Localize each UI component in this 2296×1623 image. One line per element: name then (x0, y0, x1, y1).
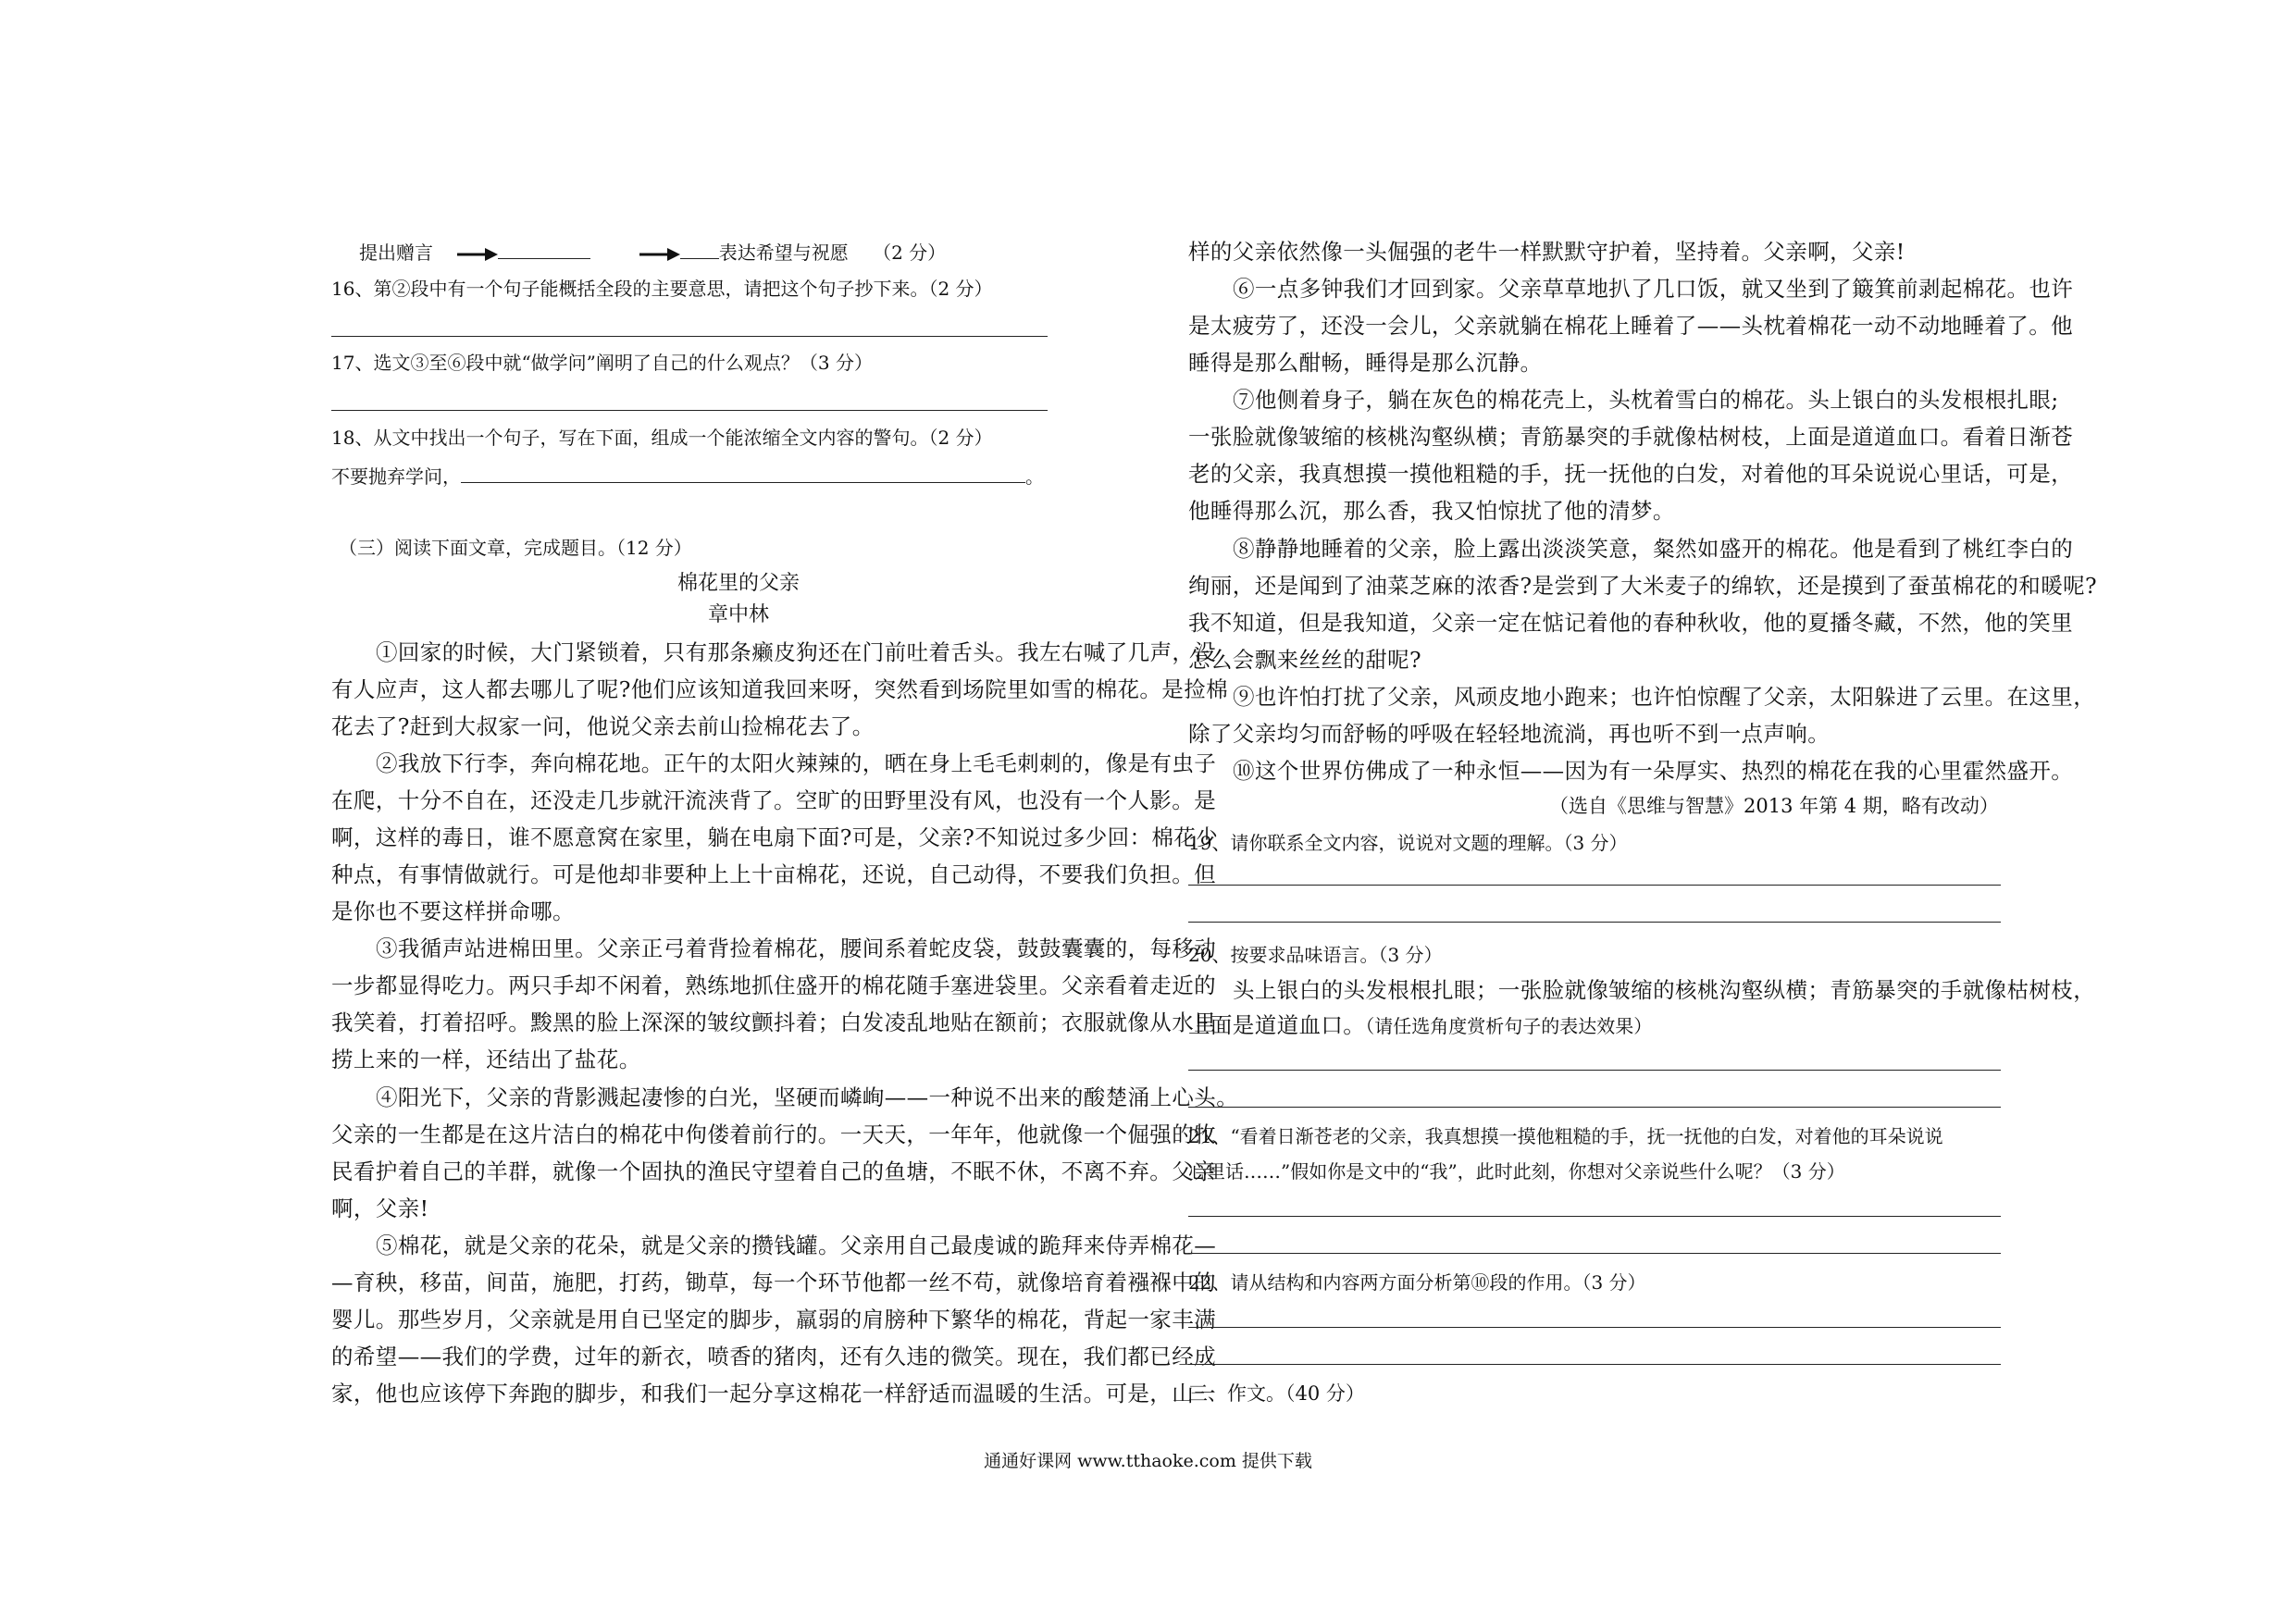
paragraph-8-line: 我不知道，但是我知道，父亲一定在惦记着他的春种秋收，他的夏播冬藏，不然，他的笑里 (1188, 610, 2073, 636)
answer-line[interactable] (1188, 1107, 2001, 1108)
answer-line[interactable] (1188, 922, 2001, 923)
question-17: 17、选文③至⑥段中就“做学问”阐明了自己的什么观点？（3 分） (331, 352, 873, 374)
section-composition-heading: 三、作文。（40 分） (1188, 1382, 1365, 1405)
question-16: 16、第②段中有一个句子能概括全段的主要意思，请把这个句子抄下来。（2 分） (331, 278, 993, 300)
paragraph-5-line: 婴儿。那些岁月，父亲就是用自已坚定的脚步，羸弱的肩膀种下繁华的棉花，背起一家丰满 (331, 1307, 1216, 1332)
answer-line[interactable] (1188, 1327, 2001, 1328)
paragraph-3-line: ③我循声站进棉田里。父亲正弓着背捡着棉花，腰间系着蛇皮袋，鼓鼓囊囊的，每移动 (376, 935, 1217, 961)
paragraph-3-line: 一步都显得吃力。两只手却不闲着，熟练地抓住盛开的棉花随手塞进袋里。父亲看着走近的 (331, 973, 1216, 998)
paragraph-3-line: 捞上来的一样，还结出了盐花。 (331, 1047, 641, 1072)
paragraph-1-line: ①回家的时候，大门紧锁着，只有那条癞皮狗还在门前吐着舌头。我左右喊了几声，没 (376, 639, 1217, 665)
answer-line[interactable] (1188, 1253, 2001, 1254)
article-author: 章中林 (707, 603, 769, 626)
paragraph-2-line: ②我放下行李，奔向棉花地。正午的太阳火辣辣的，晒在身上毛毛刺刺的，像是有虫子 (376, 750, 1217, 776)
paragraph-2-line: 啊，这样的毒日，谁不愿意窝在家里，躺在电扇下面?可是，父亲?不知说过多少回：棉花少 (331, 824, 1219, 850)
q15-points: （2 分） (873, 242, 947, 264)
paragraph-2-line: 是你也不要这样拼命哪。 (331, 898, 575, 924)
paragraph-6-line: 是太疲劳了，还没一会儿，父亲就躺在棉花上睡着了——头枕着棉花一动不动地睡着了。他 (1188, 313, 2073, 339)
question-20-quote-tail (1188, 1011, 1652, 1039)
paragraph-4-line: 民看护着自己的羊群，就像一个固执的渔民守望着自己的鱼塘，不眠不休，不离不弃。父亲 (331, 1158, 1216, 1184)
paragraph-5-line: 的希望——我们的学费，过年的新衣，喷香的猪肉，还有久违的微笑。现在，我们都已经成 (331, 1344, 1216, 1369)
paragraph-9-line: ⑨也许怕打扰了父亲，风顽皮地小跑来；也许怕惊醒了父亲，太阳躲进了云里。在这里， (1233, 684, 2096, 710)
arrow-right-icon (639, 245, 680, 264)
answer-line[interactable] (1188, 1364, 2001, 1365)
answer-line[interactable] (331, 336, 1048, 337)
paragraph-5-line: —育秧，移苗，间苗，施肥，打药，锄草，每一个环节他都一丝不苟，就像培育着襁褓中的 (331, 1270, 1216, 1295)
paragraph-2-line: 在爬，十分不自在，还没走几步就汗流浃背了。空旷的田野里没有风，也没有一个人影。是 (331, 787, 1216, 813)
paragraph-6-line: 睡得是那么酣畅，睡得是那么沉静。 (1188, 350, 1543, 376)
q18-period: 。 (1025, 465, 1044, 488)
paragraph-4-line: ④阳光下，父亲的背影溅起凄惨的白光，坚硬而嶙峋——一种说不出来的酸楚涌上心头。 (376, 1084, 1239, 1110)
question-18-fill-row (331, 462, 1044, 489)
question-19: 19、请你联系全文内容，说说对文题的理解。（3 分） (1188, 832, 1628, 854)
paragraph-7-line: 老的父亲，我真想摸一摸他粗糙的手，抚一抚他的白发，对着他的耳朵说说心里话，可是， (1188, 461, 2073, 487)
paragraph-10: ⑩这个世界仿佛成了一种永恒——因为有一朵厚实、热烈的棉花在我的心里霍然盛开。 (1233, 758, 2074, 784)
question-21-line: 21、“看着日渐苍老的父亲，我真想摸一摸他粗糙的手，抚一抚他的白发，对着他的耳朵说说 (1188, 1125, 1943, 1147)
page-footer: 通通好课网 www.tthaoke.com 提供下载 (984, 1451, 1312, 1471)
question-20-quote-line: 头上银白的头发根根扎眼；一张脸就像皱缩的核桃沟壑纵横；青筋暴突的手就像枯树枝， (1233, 977, 2096, 1003)
paragraph-1-line: 有人应声，这人都去哪儿了呢?他们应该知道我回来呀，突然看到场院里如雪的棉花。是捡棉 (331, 676, 1228, 702)
paragraph-9-line: 除了父亲均匀而舒畅的呼吸在轻轻地流淌，再也听不到一点声响。 (1188, 721, 1831, 747)
article-source: （选自《思维与智慧》2013 年第 4 期，略有改动） (1549, 795, 1999, 817)
paragraph-1-line: 花去了?赶到大叔家一问，他说父亲去前山捡棉花去了。 (331, 713, 875, 739)
paragraph-3-line: 我笑着，打着招呼。黢黑的脸上深深的皱纹颤抖着；白发凌乱地贴在额前；衣服就像从水里 (331, 1010, 1216, 1035)
paragraph-8-line: ⑧静静地睡着的父亲，脸上露出淡淡笑意，粲然如盛开的棉花。他是看到了桃红李白的 (1233, 536, 2074, 562)
q15-blank-2[interactable] (680, 238, 719, 259)
paragraph-5-line: ⑤棉花，就是父亲的花朵，就是父亲的攒钱罐。父亲用自己最虔诚的跪拜来侍弄棉花— (376, 1233, 1217, 1258)
q18-blank[interactable] (461, 462, 1025, 483)
arrow-right-icon (457, 245, 498, 264)
q15-label-wishes: 表达希望与祝愿 (718, 242, 849, 264)
paragraph-4-line: 啊，父亲! (331, 1196, 429, 1221)
paragraph-5-line: 家，他也应该停下奔跑的脚步，和我们一起分享这棉花一样舒适而温暖的生活。可是，山一 (331, 1381, 1216, 1406)
paragraph-6-line: ⑥一点多钟我们才回到家。父亲草草地扒了几口饭，就又坐到了簸箕前剥起棉花。也许 (1233, 276, 2074, 302)
paragraph-5-continued: 样的父亲依然像一头倔强的老牛一样默默守护着，坚持着。父亲啊，父亲! (1188, 239, 1905, 265)
paragraph-8-line: 绚丽，还是闻到了油菜芝麻的浓香?是尝到了大米麦子的绵软，还是摸到了蚕茧棉花的和暖呢? (1188, 573, 2097, 599)
question-22: 22、请从结构和内容两方面分析第⑩段的作用。（3 分） (1188, 1271, 1646, 1294)
answer-line[interactable] (1188, 1216, 2001, 1217)
paragraph-7-line: 一张脸就像皱缩的核桃沟壑纵横；青筋暴突的手就像枯树枝，上面是道道血口。看着日渐苍 (1188, 424, 2073, 450)
paragraph-8-line: 怎么会飘来丝丝的甜呢? (1188, 647, 1421, 673)
question-20: 20、按要求品味语言。（3 分） (1188, 944, 1443, 966)
paragraph-2-line: 种点，有事情做就行。可是他却非要种上上十亩棉花，还说，自己动得，不要我们负担。但 (331, 861, 1216, 887)
q20-quote-end: 上面是道道血口。 (1188, 1012, 1366, 1038)
q15-blank-1[interactable] (498, 238, 590, 259)
paragraph-4-line: 父亲的一生都是在这片洁白的棉花中佝偻着前行的。一天天，一年年，他就像一个倔强的牧 (331, 1121, 1216, 1147)
paragraph-7-line: 他睡得那么沉，那么香，我又怕惊扰了他的清梦。 (1188, 498, 1675, 524)
question-18: 18、从文中找出一个句子，写在下面，组成一个能浓缩全文内容的警句。（2 分） (331, 427, 993, 449)
answer-line[interactable] (1188, 1070, 2001, 1071)
answer-line[interactable] (331, 410, 1048, 411)
answer-line[interactable] (1188, 885, 2001, 886)
question-21-line: 心里话……”假如你是文中的“我”，此时此刻，你想对父亲说些什么呢？（3 分） (1188, 1160, 1845, 1183)
q18-prefix: 不要抛弃学问， (331, 465, 461, 488)
section-three-heading: （三）阅读下面文章，完成题目。（12 分） (339, 537, 692, 559)
q15-answer-row (359, 238, 946, 266)
article-title: 棉花里的父亲 (676, 572, 800, 595)
paragraph-7-line: ⑦他侧着身子，躺在灰色的棉花壳上，头枕着雪白的棉花。头上银白的头发根根扎眼; (1233, 387, 2059, 413)
q15-label-advice: 提出赠言 (359, 242, 433, 264)
q20-instruction: （请任选角度赏析句子的表达效果） (1365, 1015, 1653, 1037)
